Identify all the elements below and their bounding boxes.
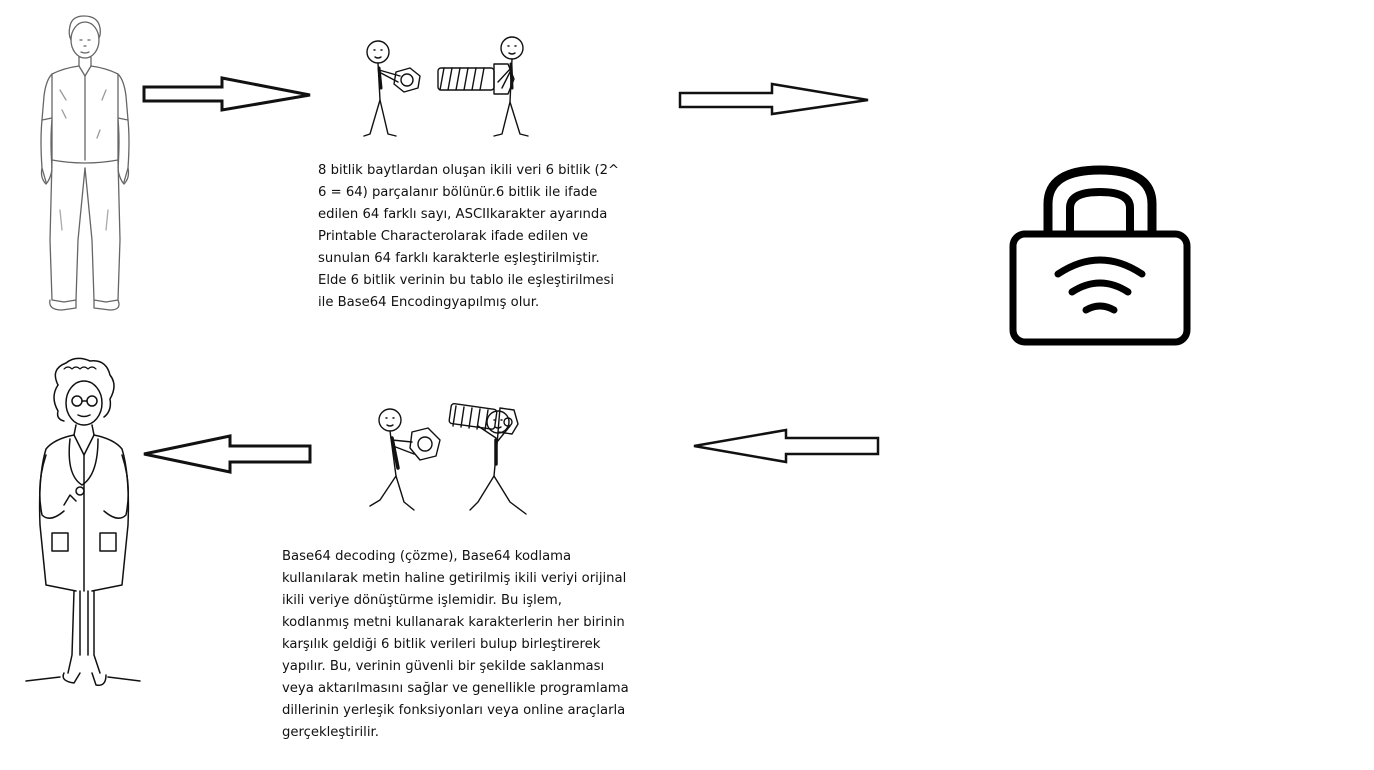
arrow-right-to-lock bbox=[676, 80, 876, 120]
decoding-caption-line: yapılır. Bu, verinin güvenli bir şekilde saklanması bbox=[282, 659, 605, 674]
decoding-caption-line: veya aktarılmasını sağlar ve genellikle programlama bbox=[282, 681, 629, 696]
receiver-woman-illustration bbox=[20, 355, 145, 695]
encoding-caption-line: edilen 64 farklı sayı, ASCIIkarakter ayarında bbox=[318, 207, 608, 222]
decoding-workers-illustration bbox=[350, 398, 540, 523]
encoding-workers-illustration bbox=[352, 30, 542, 145]
arrow-left-to-receiver bbox=[138, 432, 318, 476]
encoding-caption-line: sunulan 64 farklı karakterle eşleştirilmiştir. bbox=[318, 251, 600, 266]
encoding-caption-line: Printable Characterolarak ifade edilen ve bbox=[318, 229, 589, 244]
encoding-caption-line: 8 bitlik baytlardan oluşan ikili veri 6 bitlik (2^ bbox=[318, 163, 620, 178]
decoding-caption-line: karşılık geldiği 6 bitlik verileri bulup birleştirerek bbox=[282, 637, 601, 652]
encoding-caption-line: ile Base64 Encodingyapılmış olur. bbox=[318, 295, 540, 310]
encoding-caption bbox=[318, 160, 619, 314]
arrow-left-to-decoding bbox=[688, 426, 884, 468]
decoding-caption-line: dillerinin yerleşik fonksiyonları veya online araçlarla bbox=[282, 703, 626, 718]
decoding-caption-line: kodlanmış metni kullanarak karakterlerin her birinin bbox=[282, 615, 625, 630]
decoding-caption-line: gerçekleştirilir. bbox=[282, 725, 379, 740]
encoding-caption-line: 6 = 64) parçalanır bölünür.6 bitlik ile ifade bbox=[318, 185, 598, 200]
decoding-caption-line: Base64 decoding (çözme), Base64 kodlama bbox=[282, 549, 572, 564]
sender-man-illustration bbox=[30, 10, 140, 315]
arrow-right-to-encoding bbox=[140, 74, 320, 116]
decoding-caption bbox=[282, 546, 629, 744]
encoding-caption-line: Elde 6 bitlik verinin bu tablo ile eşleştirilmesi bbox=[318, 273, 615, 288]
decoding-caption-line: kullanılarak metin haline getirilmiş ikili veriyi orijinal bbox=[282, 571, 627, 586]
decoding-caption-line: ikili veriye dönüştürme işlemidir. Bu işlem, bbox=[282, 593, 562, 608]
wireless-lock-icon bbox=[1000, 160, 1200, 350]
